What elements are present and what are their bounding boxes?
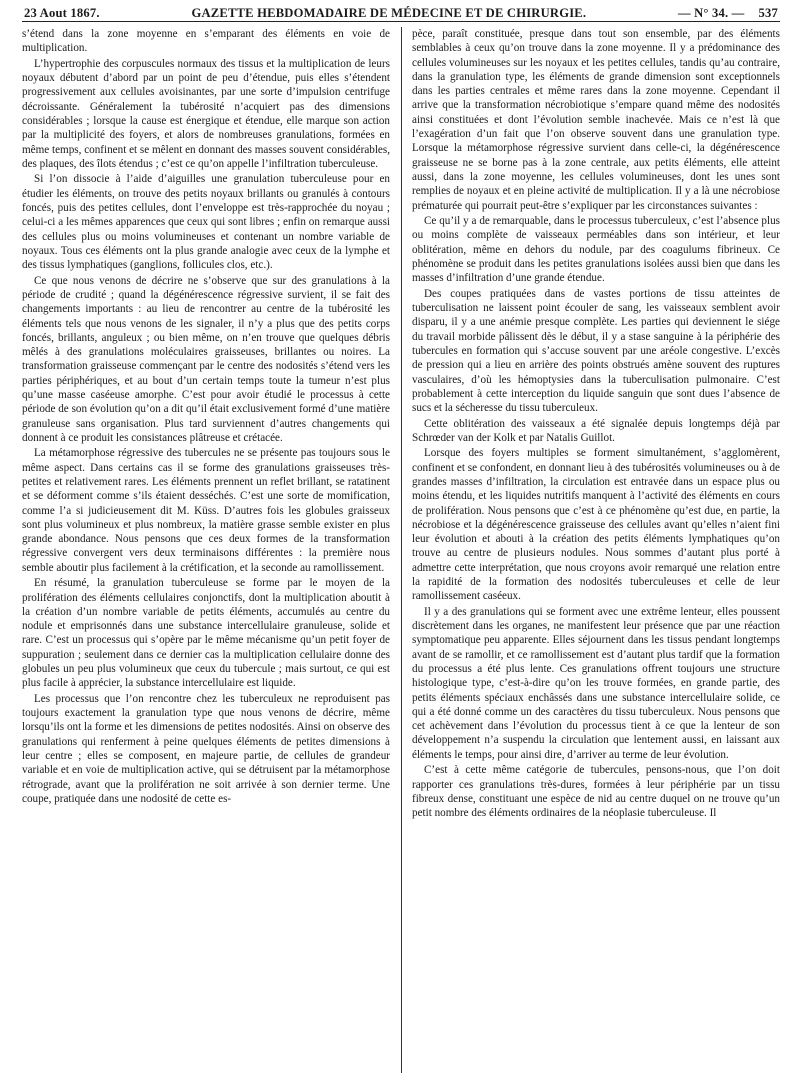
paragraph: Si l’on dissocie à l’aide d’aiguilles une granulation tuberculeuse pour en étudier les éléments, on trouve des petits noyaux brillants ou granulés à contours foncés, puis des petites cellules, dont l’enveloppe est très-rapprochée du noyau ; celui-ci a les mêmes apparences que ceux qui sont libres ; enfin on remarque aussi des cellules plus ou moins volumineuses et contenant un nombre variable de noyaux. Tous ces éléments ont la plus grande analogie avec ceux de la lymphe et des tissus lymphatiques (ganglions, follicules clos, etc.). <box>22 173 390 272</box>
journal-title: GAZETTE HEBDOMADAIRE DE MÉDECINE ET DE CHIRURGIE. <box>191 6 587 20</box>
paragraph: Ce que nous venons de décrire ne s’observe que sur des granulations à la période de crudité ; quand la dégénérescence régressive survient, il se fait des changements importants : au lieu de rencontrer au centre de la tubérosité les éléments tels que nous venons de les signaler, il n’y a plus que des petits corps foncés, brillants, anguleux ; ou bien même, on n’en trouve que quelques débris mêlés à des granulations moléculaires graisseuses, brillantes ou noires. La transformation graisseuse commençant par le centre des nodosités s’étend vers les parties périphériques, et au bout d’un certain temps toute la tumeur n’est plus qu’une masse caséeuse amorphe. C’est pour avoir étudié le processus à cette période de son évolution qu’on a dit qu’il était exclusivement formé d’une matière granuleuse sans organisation. Plus tard surviennent d’autres changements qui donnent à ce produit les consistances plâtreuse et crétacée. <box>22 274 390 444</box>
paragraph: En résumé, la granulation tuberculeuse se forme par le moyen de la prolifération des éléments cellulaires conjonctifs, dont la multiplication aboutit à la création d’un nombre variable de petits éléments, accumulés au centre du nodule et emprisonnés dans une substance intercellulaire granuleuse, solide et rare. C’est un processus qui s’opère par le même mécanisme qu’un petit foyer de suppuration ; seulement dans ce dernier cas la multiplication cellulaire donne des globules un peu plus volumineux que ceux du tubercule ; mais surtout, ce qui est plus facile à apprécier, la substance intercellulaire est liquide. <box>22 577 390 690</box>
column-divider <box>401 27 402 1073</box>
paragraph: L’hypertrophie des corpuscules normaux des tissus et la multiplication de leurs noyaux débutent d’abord par un point de peu d’étendue, puis elles s’étendent progressivement aux cellules avoisinantes, par une sorte d’impulsion centrifuge décroissante. Généralement la tubérosité n’acquiert pas des dimensions considérables ; lorsque la cause est énergique et étendue, elle marque son action par la multiplicité des foyers, et alors de nombreuses granulations, formées en même temps, confinent et se mêlent en donnant des masses souvent considérables, des plaques, des îlots étendus ; c’est ce qu’on appelle l’infiltration tuberculeuse. <box>22 57 390 170</box>
paragraph: C’est à cette même catégorie de tubercules, pensons-nous, que l’on doit rapporter ces granulations très-dures, formées à leur périphérie par un tissu fibreux dense, constituant une espèce de nid au centre duquel on ne trouve qu’un petit nombre des éléments ordinaires de la néoplasie tuberculeuse. Il <box>412 764 780 820</box>
right-column <box>412 27 780 1077</box>
header-right <box>678 6 778 21</box>
paragraph: Cette oblitération des vaisseaux a été signalée depuis longtemps déjà par Schrœder van der Kolk et par Natalis Guillot. <box>412 417 780 444</box>
journal-page <box>22 2 780 1082</box>
paragraph: pèce, paraît constituée, presque dans tout son ensemble, par des éléments semblables à ceux qu’on trouve dans la zone moyenne. Il y a prédominance des cellules volumineuses sur les noyaux et les petites cellules, tandis qu’au contraire, dans la granulation type, les éléments de grande dimension sont exceptionnels dans les parties centrales et même rares dans la zone moyenne. Cependant il arrive que la transformation nécrobiotique s’empare quand même des nodosités ainsi constituées et dont l’évolution semble inachevée. Mais ce n’est là que l’exagération d’un fait que l’on observe souvent dans une granulation type. Lorsque la métamorphose régressive survient dans celle-ci, la dégénérescence graisseuse ne se borne pas à la zone centrale, aux petits éléments, elle atteint aussi, dans la zone moyenne, les cellules volumineuses, dont les unes sont remplies de noyaux et en pleine activité de multiplication. Il y a là une nécrobiose prématurée qui pourrait peut-être s’expliquer par les circonstances suivantes : <box>412 28 780 212</box>
paragraph: Il y a des granulations qui se forment avec une extrême lenteur, elles poussent discrètement dans les organes, ne manifestent leur présence que par une réaction symptomatique peu apparente. Elles séjournent dans les tissus pendant longtemps avant de se ramollir, et ce ramollissement est d’autant plus tardif que la formation du processus a été plus lente. Ces granulations offrent toujours une structure histologique type, c’est-à-dire qu’on les trouve formées, en grande partie, des petits éléments spéciaux enchâssés dans une substance intercellulaire solide, ce qui a été donné comme un des caractères du tissu tuberculeux. Nous pensons que cet achèvement dans l’évolution du processus tient à ce que la lenteur de son développement n’a suspendu la circulation que lentement aussi, en laissant aux éléments le temps, pour ainsi dire, d’arriver au terme de leur évolution. <box>412 605 780 761</box>
paragraph: La métamorphose régressive des tubercules ne se présente pas toujours sous le même aspect. Dans certains cas il se forme des granulations graisseuses très-petites et relativement rares. Les éléments prennent un reflet brillant, se ratatinent et se déforment comme s’ils étaient desséchés. C’est une sorte de momification, comme l’a si judicieusement dit M. Küss. D’autres fois les globules graisseux sont plus volumineux et plus nombreux, la matière grasse semble exister en plus grande abondance. Nous pensons que ces deux formes de la transformation régressive convergent vers deux terminaisons différentes : la première nous semble aboutir plus facilement à la crétification, et la seconde au ramollissement. <box>22 447 390 574</box>
header-date: 23 Aout 1867. <box>24 6 100 20</box>
left-column <box>22 27 390 1077</box>
page-number: 537 <box>758 6 778 20</box>
paragraph: s’étend dans la zone moyenne en s’emparant des éléments en voie de multiplication. <box>22 28 390 55</box>
text-columns <box>22 27 780 1077</box>
running-head <box>22 2 780 22</box>
paragraph: Ce qu’il y a de remarquable, dans le processus tuberculeux, c’est l’absence plus ou moins complète de vaisseaux perméables dans son intérieur, et leur oblitération, même en dehors du nodule, par des coagulums fibrineux. Ce phénomène se produit dans les petites granulations isolées aussi bien que dans les masses d’infiltration d’une grande étendue. <box>412 215 780 285</box>
issue-number: — N° 34. — <box>677 6 745 20</box>
paragraph: Les processus que l’on rencontre chez les tuberculeux ne reproduisent pas toujours exactement la granulation type que nous venons de décrire, même lorsqu’ils ont la forme et les dimensions de petites nodosités. Ainsi on observe des granulations qui renferment à peine quelques éléments de petites dimensions à leur centre ; elles se composent, en majeure partie, de cellules de grandeur variable et en voie de multiplication active, qui se détruisent par la métamorphose rétrograde, avant que la prolifération ne soit arrivée à son dernier terme. Une coupe, pratiquée dans une nodosité de cette es- <box>22 692 390 805</box>
paragraph: Lorsque des foyers multiples se forment simultanément, s’agglomèrent, confinent et se confondent, en donnant lieu à des tubérosités volumineuses ou à de grandes masses d’infiltration, la circulation est entravée dans un espace plus ou moins étendu, et les liquides nutritifs manquent à l’activité des éléments en cours de prolifération. Nous pensons que c’est à ce phénomène qu’est due, en partie, la nécrobiose et la dégénérescence graisseuse des cellules avant qu’elles n’aient fini leur évolution et abouti à la création des petits éléments lymphatiques qu’on trouve au centre de plusieurs nodules. Nous sommes d’autant plus porté à admettre cette interprétation, que nous croyons avoir remarqué une relation entre la rapidité de la formation des nodosités tuberculeuses et celle de leur ramollissement caséeux. <box>412 447 780 603</box>
paragraph: Des coupes pratiquées dans de vastes portions de tissu atteintes de tuberculisation ne laissent point écouler de sang, les vaisseaux semblent avoir disparu, il y a une anémie presque complète. Les parties qui deviennent le siége du travail morbide pâlissent dès le début, il y a stase sanguine à la périphérie des tubercules en formation qui s’accuse souvent par une aréole congestive. L’excès de pression qui a lieu en arrière des points obstrués amène souvent des ruptures vasculaires, d’où les hémoptysies dans la tuberculisation pulmonaire. C’est probablement à cette interception du liquide sanguin que sont dues l’absence de sucs et la sécheresse du tissu tuberculeux. <box>412 287 780 415</box>
